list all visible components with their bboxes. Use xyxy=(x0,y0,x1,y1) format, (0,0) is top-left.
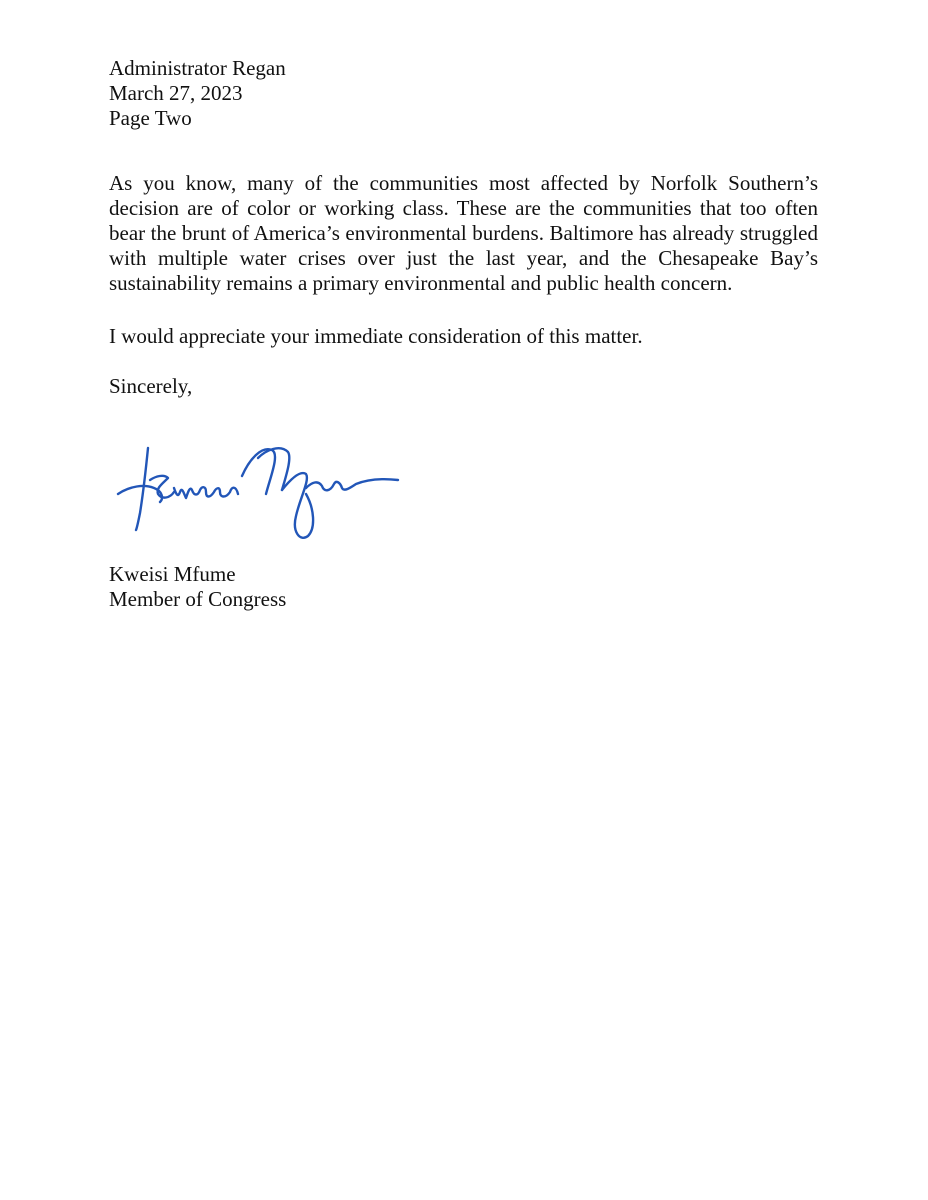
page-label: Page Two xyxy=(109,106,192,130)
recipient-line: Administrator Regan xyxy=(109,56,286,80)
date-line: March 27, 2023 xyxy=(109,81,243,105)
closing-salutation: Sincerely, xyxy=(109,374,193,398)
letter-header xyxy=(109,56,286,131)
signature-block xyxy=(109,562,286,612)
signer-title: Member of Congress xyxy=(109,587,287,611)
body-paragraph-2: I would appreciate your immediate consideration of this matter. xyxy=(109,324,643,348)
signer-name: Kweisi Mfume xyxy=(109,562,236,586)
body-paragraph-1: As you know, many of the communities most affected by Norfolk Southern’s decision are of color or working class. These are the communities that too often bear the brunt of America’s environmental burdens. Baltimore has already struggled with multiple water crises over just the last year, and the Chesapeake Bay’s sustainability remains a primary environmental and public health concern. xyxy=(109,171,818,295)
handwritten-signature xyxy=(110,428,410,548)
